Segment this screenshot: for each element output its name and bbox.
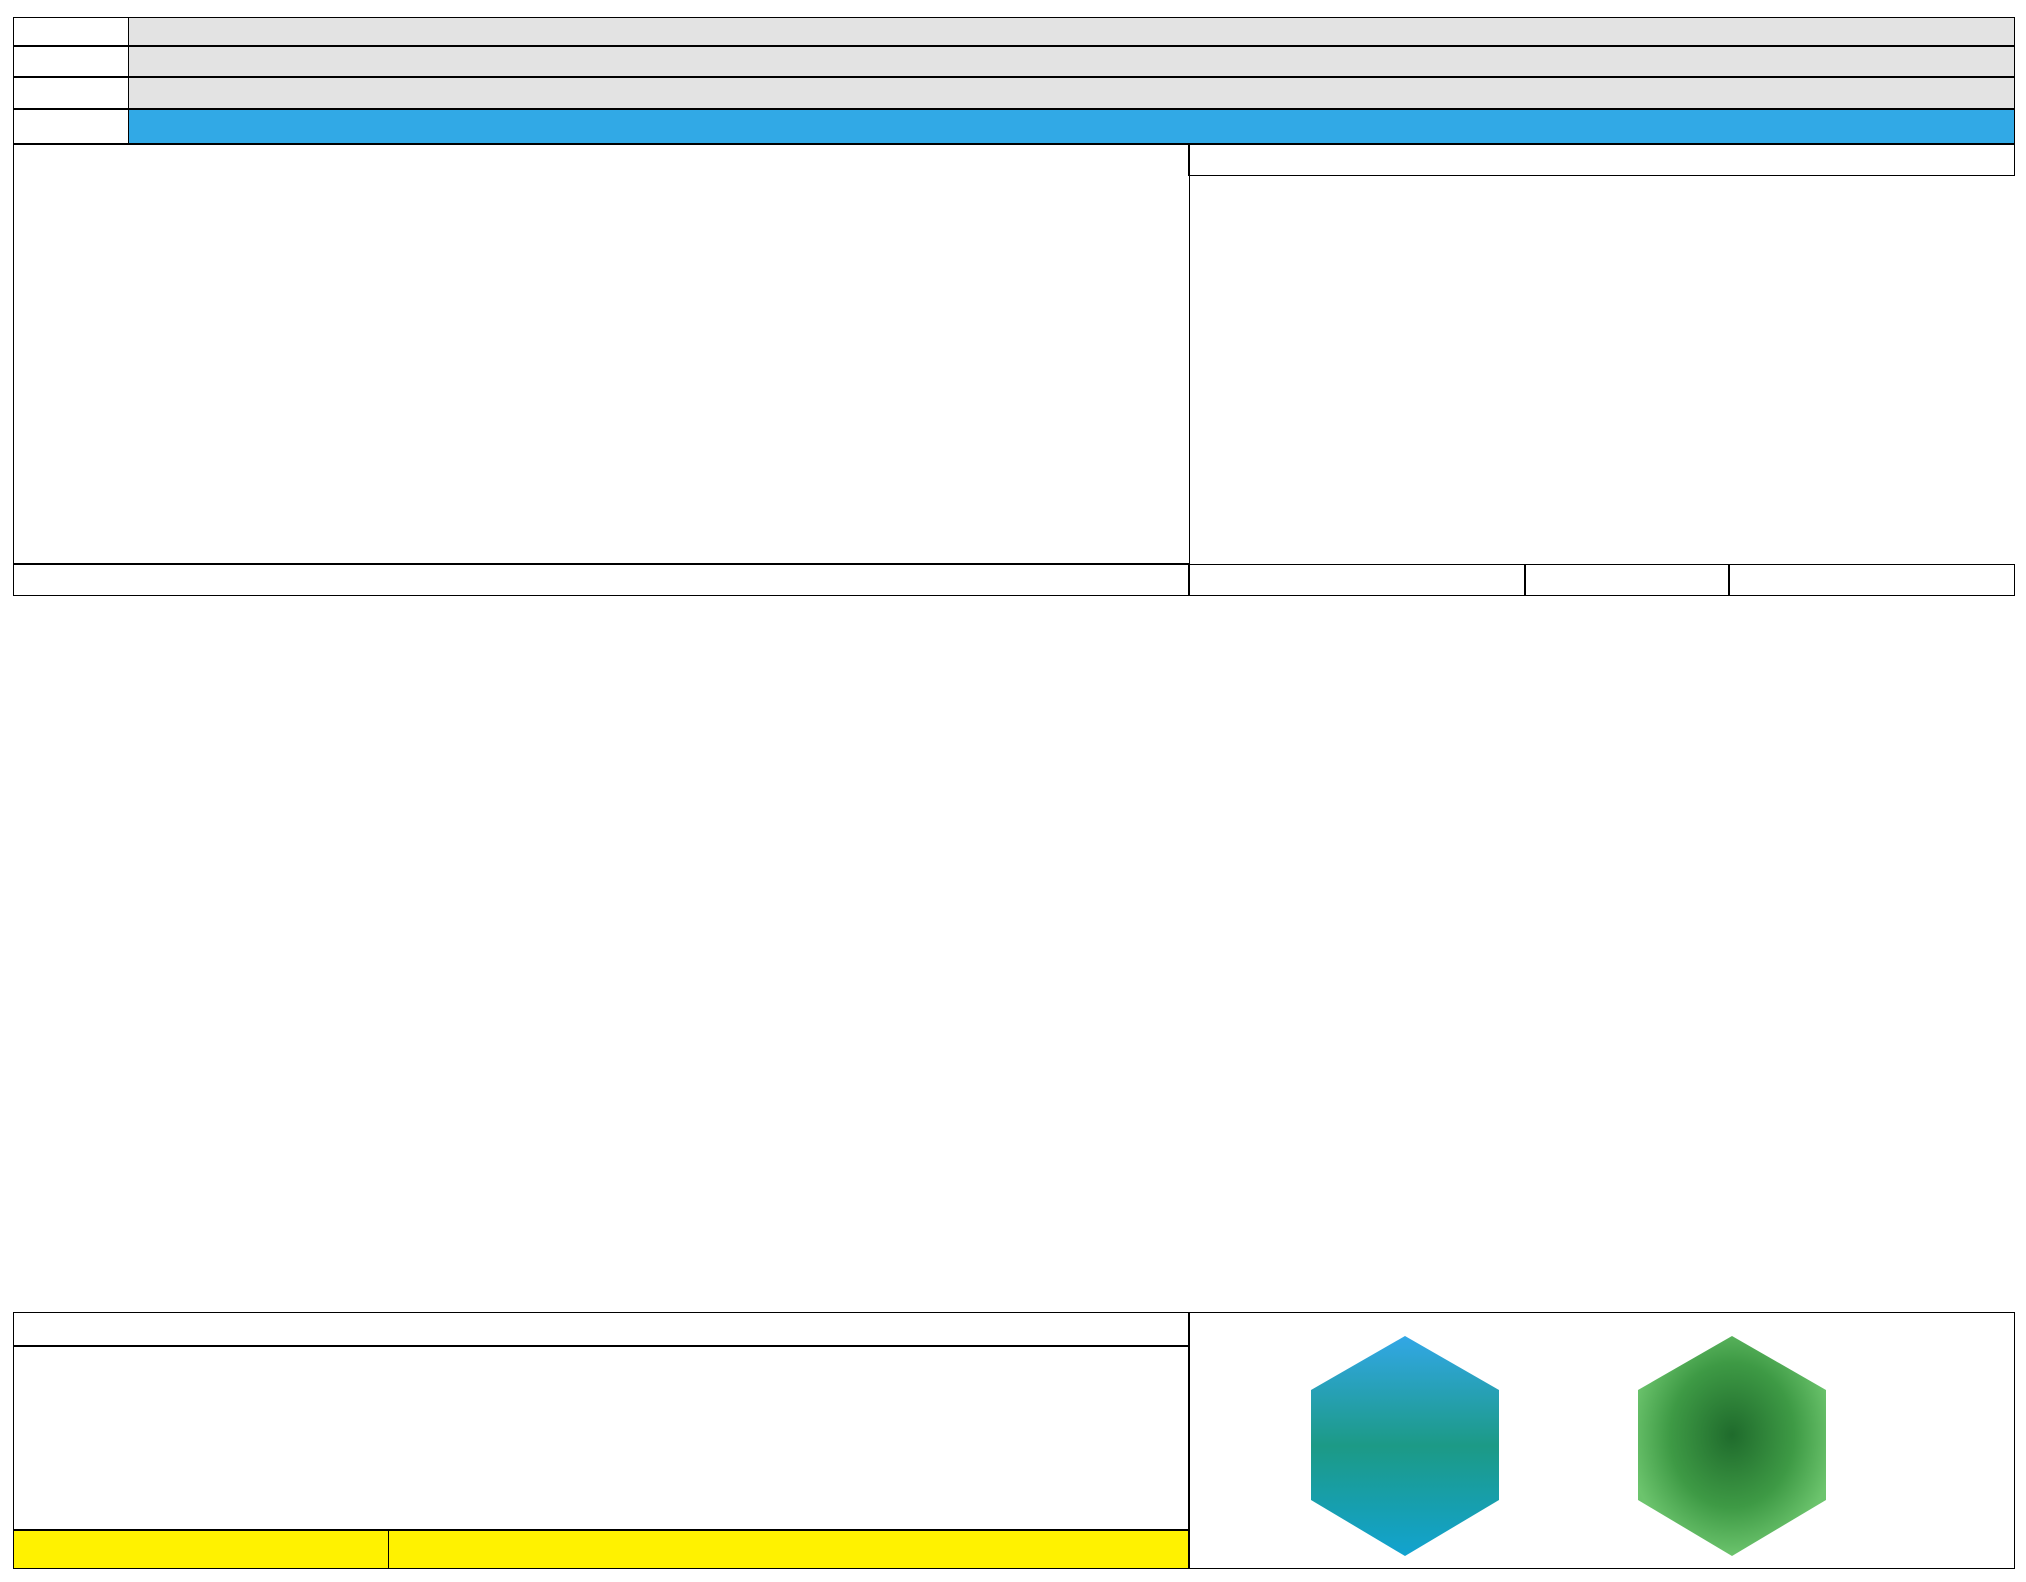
predominant-categories-label [13, 1530, 390, 1569]
predominant-categories-value [388, 1530, 1190, 1569]
water-hexagon-logo [1612, 1326, 1852, 1566]
project-name [128, 17, 2015, 46]
category-note [1188, 564, 1526, 596]
ciudad-label [13, 77, 130, 109]
clima-value [128, 46, 2015, 77]
intro-paragraph [13, 144, 1190, 564]
definition-title [13, 1312, 1190, 1346]
group-note [1524, 564, 1730, 596]
criterios-header [13, 564, 1190, 596]
ciudad-value [128, 77, 2015, 109]
total-note [1728, 564, 2015, 596]
nombre-label [13, 17, 130, 46]
clima-label [13, 46, 130, 77]
definition-paragraph [13, 1346, 1190, 1530]
categories-title [1188, 144, 2015, 176]
water-theory-hexagon-logo [1285, 1326, 1525, 1566]
teoria-label [13, 109, 130, 144]
teoria-value [128, 109, 2015, 144]
